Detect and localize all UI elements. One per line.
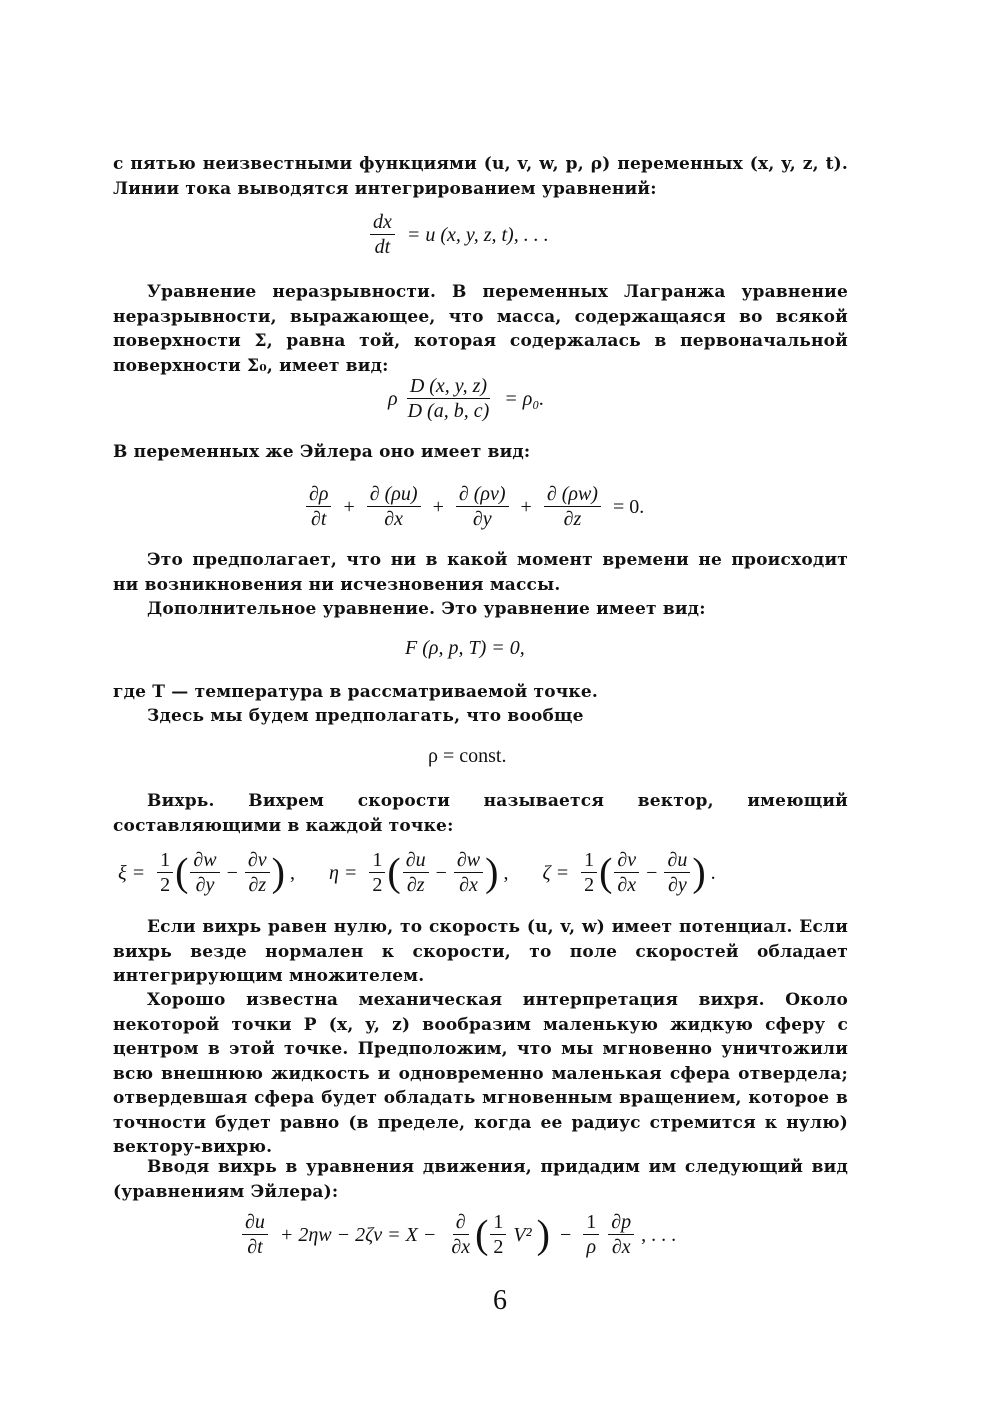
heading-continuity: Уравнение неразрывности.: [147, 282, 437, 302]
paragraph-euler-intro: В переменных же Эйлера оно имеет вид:: [113, 442, 531, 462]
formula-state-equation: F (ρ, p, T) = 0,: [405, 637, 525, 659]
paragraph-mechanical-interpretation: Хорошо известна механическая интерпретация вихря. Около некоторой точки P (x, y, z) вообразим маленькую жидкую сферу с центром в этой точке. Предположим, что мы мгновенно уничтожили всю внешнюю жидкость и одновременно маленькая сфера отвердела; отвердевшая сфера будет обладать мгновенным вращением, которое в точности будет равно (в пределе, когда ее радиус стремится к нулю) вектору-вихрю.: [113, 990, 848, 1157]
paragraph-mass-conservation: Это предполагает, что ни в какой момент времени не происходит ни возникновения ни исчезновения массы.: [113, 550, 848, 595]
formula-euler-continuity: $\frac{\partial\rho}{\partial t}$ + $\frac{\partial (\rho u)}{\partial x}$ + $\frac{\partial (\rho v)}{\partial y}$ + $\frac{\partial (\rho w)}{\partial z}$ = 0.: [304, 484, 649, 529]
paragraph-assumption: Здесь мы будем предполагать, что вообще: [147, 706, 584, 726]
paragraph-additional-equation: Дополнительное уравнение. Это уравнение имеет вид:: [147, 599, 706, 619]
formula-lagrange-continuity: ρ $\frac{D (x, y, z)}{D (a, b, c)}$ = ρ₀.: [388, 375, 545, 422]
formula-streamlines: $\frac{dx}{dt}$ = u (x, y, z, t), . . .: [368, 212, 554, 257]
page-number: 6: [493, 1285, 507, 1316]
formula-euler-motion: $\frac{\partial u}{\partial t}$ + 2ηw − 2ζv = X − $\frac{\partial}{\partial x}$ ( $\frac{1}{2}$ V² ) − $\frac{1}{\rho}$ $\frac{\partial p}{\partial x}$ , . . .: [240, 1212, 681, 1257]
paragraph-euler-motion-intro: Вводя вихрь в уравнения движения, придадим им следующий вид (уравнениям Эйлера):: [113, 1157, 848, 1202]
paragraph-vortex-definition: Вихрь. Вихрем скорости называется вектор, имеющий составляющими в каждой точке:: [113, 791, 848, 836]
heading-vortex: Вихрь.: [147, 791, 215, 811]
paragraph-unknown-functions: с пятью неизвестными функциями (u, v, w, p, ρ) переменных (x, y, z, t). Линии тока выводятся интегрированием уравнений:: [113, 154, 848, 199]
formula-rho-const: ρ = const.: [428, 745, 507, 767]
heading-additional-equation: Дополнительное уравнение.: [147, 599, 436, 619]
paragraph-continuity-lagrange: Уравнение неразрывности. В переменных Лагранжа уравнение неразрывности, выражающее, что масса, содержащаяся во всякой поверхности Σ, равна той, которая содержалась в первоначальной поверхности Σ₀, имеет вид:: [113, 282, 848, 376]
paragraph-temperature: где T — температура в рассматриваемой точке.: [113, 682, 599, 702]
paragraph-potential: Если вихрь равен нулю, то скорость (u, v, w) имеет потенциал. Если вихрь везде нормален к скорости, то поле скоростей обладает интегрирующим множителем.: [113, 917, 848, 986]
formula-vortex-components: ξ = $\frac{1}{2}$ ( $\frac{\partial w}{\partial y}$ − $\frac{\partial v}{\partial z}$ ) , η = $\frac{1}{2}$ ( $\frac{\partial u}{\partial z}$ − $\frac{\partial w}{\partial x}$ ) , ζ = $\frac{1}{2}$ ( $\frac{\partial v}{\partial x}$ − $\frac{\partial u}{\partial y}$ ) .: [118, 849, 716, 896]
